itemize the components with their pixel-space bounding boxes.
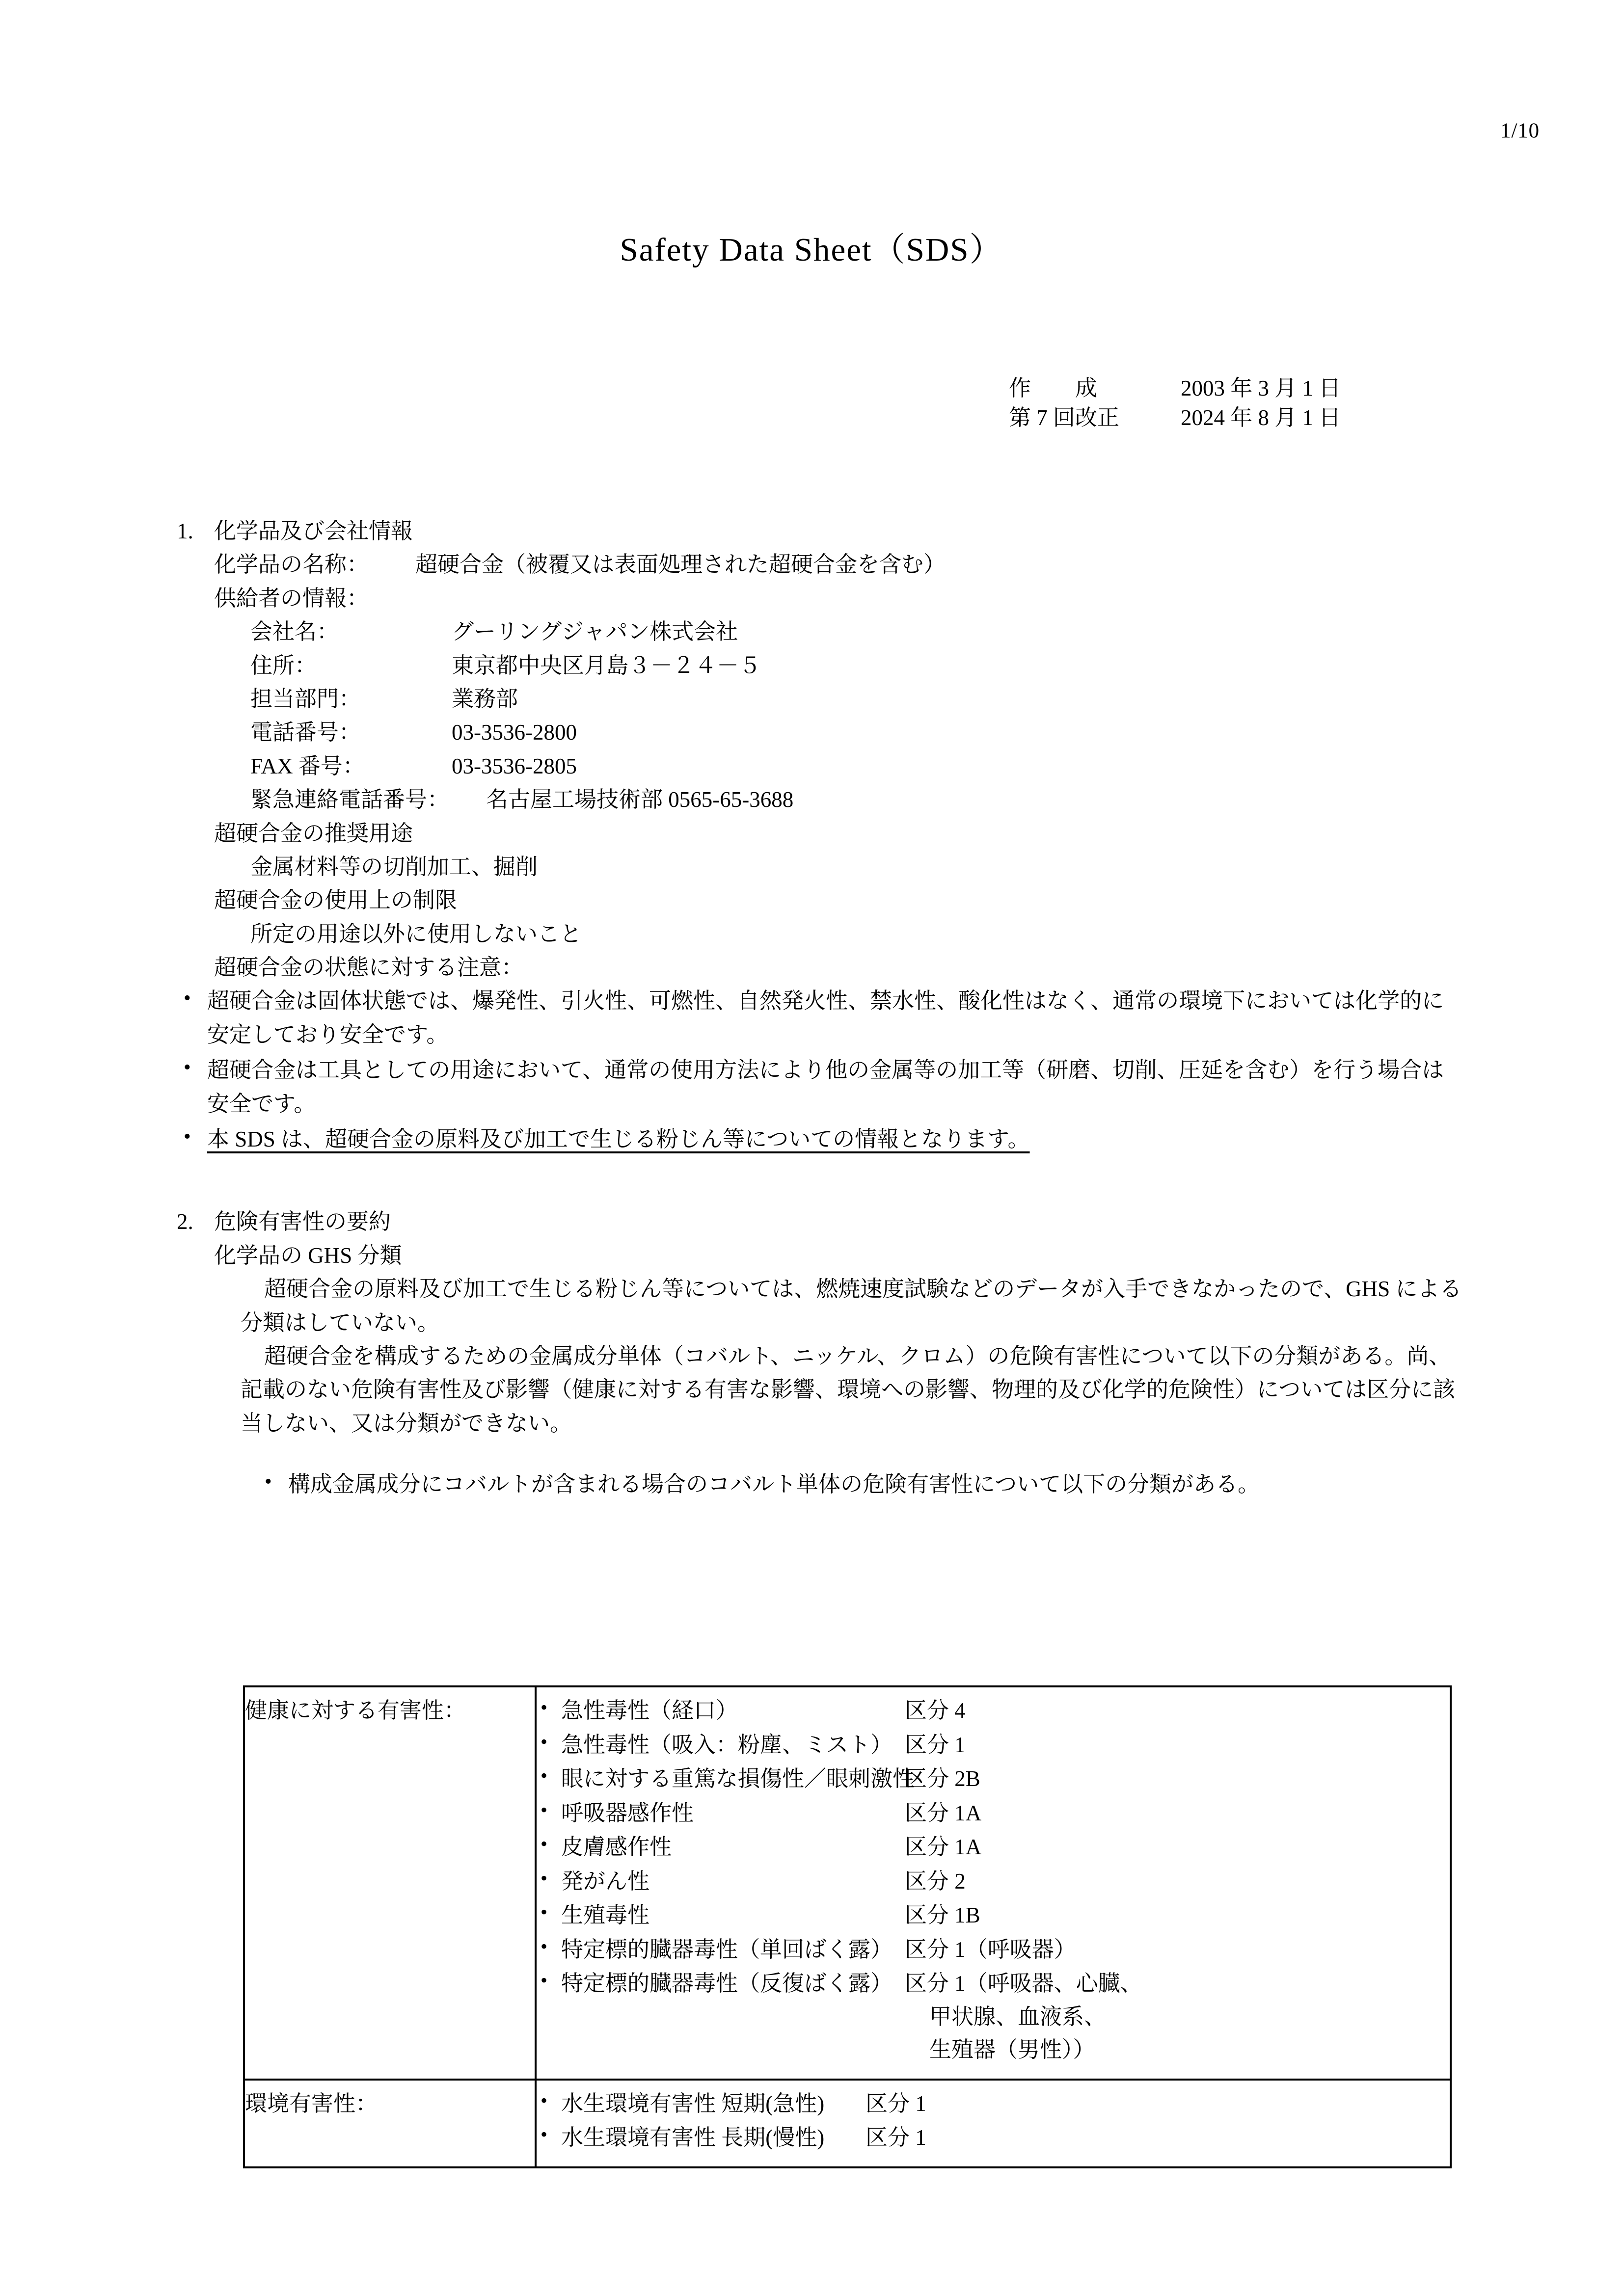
creation-date-row [1009, 374, 1341, 403]
product-name-row [214, 548, 1463, 581]
supplier-info-heading: 供給者の情報： [214, 586, 369, 611]
hazard-name: • 急性毒性（吸入：粉塵、ミスト） [561, 1732, 893, 1757]
hazard-row [561, 1797, 1450, 1830]
supplier-fax-value: 03-3536-2805 [452, 753, 577, 778]
supplier-company-row [250, 615, 1463, 648]
list-item [537, 2087, 1450, 2121]
state-notice-item [177, 1053, 1463, 1121]
hazard-category: 区分 1A [905, 1835, 982, 1859]
health-hazard-items [536, 1686, 1451, 2080]
hazard-category: 区分 1 [866, 2125, 926, 2150]
document-body [177, 514, 1463, 1503]
hazard-row [561, 2087, 1450, 2121]
page-number: 1/10 [1500, 119, 1540, 142]
section-1-title: 化学品及び会社情報 [214, 519, 413, 543]
use-restrictions-text: 所定の用途以外に使用しないこと [250, 921, 582, 946]
hazard-row [561, 1899, 1450, 1932]
hazard-name: • 特定標的臓器毒性（単回ばく露） [561, 1937, 893, 1962]
section-2-heading [177, 1205, 1463, 1238]
pre-bullet-spacer [177, 1440, 1463, 1468]
hazard-category: 区分 1（呼吸器） [905, 1937, 1076, 1962]
hazard-row [561, 1729, 1450, 1762]
supplier-address-label: 住所： [250, 653, 317, 678]
list-item [537, 1831, 1450, 1864]
supplier-address-value: 東京都中央区月島３－２４－５ [452, 653, 761, 678]
hazard-category-continuation: 生殖器（男性）） [929, 2037, 1095, 2062]
list-item [537, 1865, 1450, 1898]
document-title: Safety Data Sheet（SDS） [620, 232, 1003, 268]
hazard-row [561, 1762, 1450, 1796]
list-item [537, 1797, 1450, 1830]
hazard-name: • 発がん性 [561, 1869, 650, 1894]
recommended-use-heading: 超硬合金の推奨用途 [214, 821, 413, 846]
hazard-name: • 呼吸器感作性 [561, 1800, 694, 1825]
list-item [537, 1899, 1450, 1932]
list-item [537, 1967, 1450, 2067]
product-name-value: 超硬合金（被覆又は表面処理された超硬合金を含む） [415, 552, 946, 577]
hazard-category: 区分 2 [905, 1869, 966, 1894]
product-name-label: 化学品の名称： [214, 552, 369, 577]
supplier-fax-label: FAX 番号： [250, 753, 365, 778]
supplier-fax-row [250, 749, 1463, 783]
hazard-category: 区分 1（呼吸器、心臓、 [905, 1971, 1142, 1996]
recommended-use-text: 金属材料等の切削加工、掘削 [250, 854, 538, 879]
ghs-classification-table-wrap [243, 1685, 1452, 2168]
revision-date-block [1009, 374, 1341, 433]
hazard-category: 区分 1 [905, 1732, 966, 1757]
hazard-name: • 水生環境有害性 短期(急性) [561, 2091, 825, 2116]
ghs-classification-heading: 化学品の GHS 分類 [214, 1243, 402, 1268]
section-1-number: 1. [177, 519, 193, 543]
supplier-department-value: 業務部 [452, 686, 518, 711]
state-notice-text: 超硬合金は固体状態では、爆発性、引火性、可燃性、自然発火性、禁水性、酸化性はなく、通常の環境下においては化学的に安定しており安全です。 [207, 988, 1444, 1047]
list-item [537, 1933, 1450, 1967]
hazard-name: • 生殖毒性 [561, 1903, 650, 1927]
health-hazard-label: 健康に対する有害性： [244, 1686, 536, 2080]
hazard-row [561, 1694, 1450, 1728]
section-spacer [177, 1158, 1463, 1205]
hazard-row [561, 2121, 1450, 2155]
supplier-phone-row [250, 716, 1463, 749]
revision-date-label: 第 7 回改正 [1009, 405, 1120, 430]
state-notice-text: 本 SDS は、超硬合金の原料及び加工で生じる粉じん等についての情報となります。 [207, 1127, 1030, 1152]
section-2-title: 危険有害性の要約 [214, 1209, 391, 1234]
ghs-classification-table [243, 1685, 1452, 2168]
creation-date-value: 2003 年 3 月 1 日 [1181, 376, 1341, 400]
supplier-emergency-label: 緊急連絡電話番号： [250, 787, 450, 812]
environment-hazard-list [537, 2087, 1450, 2155]
table-row [244, 2080, 1451, 2167]
hazard-category: 区分 1A [905, 1800, 982, 1825]
list-item [537, 1694, 1450, 1728]
supplier-phone-value: 03-3536-2800 [452, 720, 577, 745]
hazard-category: 区分 2B [905, 1766, 980, 1791]
supplier-department-row [250, 682, 1463, 716]
supplier-company-value: グーリングジャパン株式会社 [452, 619, 738, 644]
revision-date-row [1009, 403, 1341, 433]
supplier-address-row [250, 649, 1463, 682]
hazard-name: • 急性毒性（経口） [561, 1698, 738, 1723]
supplier-emergency-row [250, 783, 1463, 816]
hazard-category-continuation: 甲状腺、血液系、 [929, 2004, 1107, 2029]
hazard-category: 区分 1 [866, 2091, 926, 2116]
table-row [244, 1686, 1451, 2080]
health-hazard-list [537, 1694, 1450, 2067]
cobalt-note-text: 構成金属成分にコバルトが含まれる場合のコバルト単体の危険有害性について以下の分類がある。 [288, 1472, 1260, 1497]
state-notice-text: 超硬合金は工具としての用途において、通常の使用方法により他の金属等の加工等（研磨、切削、圧延を含む）を行う場合は安全です。 [207, 1058, 1444, 1116]
state-notice-heading: 超硬合金の状態に対する注意： [214, 955, 524, 980]
environment-hazard-label: 環境有害性： [244, 2080, 536, 2167]
cobalt-note-item [258, 1468, 1463, 1501]
state-notice-list [177, 984, 1463, 1156]
supplier-company-label: 会社名： [250, 619, 339, 644]
section-2-number: 2. [177, 1209, 193, 1234]
supplier-emergency-value: 名古屋工場技術部 0565-65-3688 [486, 787, 794, 812]
use-restrictions-heading: 超硬合金の使用上の制限 [214, 888, 458, 913]
supplier-phone-label: 電話番号： [250, 720, 361, 745]
list-item [537, 1762, 1450, 1796]
revision-date-value: 2024 年 8 月 1 日 [1181, 405, 1341, 430]
hazard-name: • 眼に対する重篤な損傷性／眼刺激性 [561, 1766, 915, 1791]
hazard-name: • 特定標的臓器毒性（反復ばく露） [561, 1971, 893, 1996]
hazard-row [561, 1831, 1450, 1864]
hazard-name: • 皮膚感作性 [561, 1835, 672, 1859]
environment-hazard-items [536, 2080, 1451, 2167]
supplier-department-label: 担当部門： [250, 686, 361, 711]
state-notice-item-underlined [177, 1122, 1463, 1156]
hazard-row [561, 1933, 1450, 1967]
hazard-row [561, 1967, 1450, 2001]
list-item [537, 1729, 1450, 1762]
state-notice-item [177, 984, 1463, 1051]
hazard-name: • 水生環境有害性 長期(慢性) [561, 2125, 825, 2150]
ghs-paragraph-1: 超硬合金の原料及び加工で生じる粉じん等については、燃焼速度試験などのデータが入手できなかったので、GHS による分類はしていない。 [241, 1277, 1462, 1335]
hazard-category: 区分 4 [905, 1698, 966, 1723]
cobalt-note-list [258, 1468, 1463, 1501]
section-1-heading [177, 514, 1463, 548]
hazard-row [561, 1865, 1450, 1898]
hazard-category: 区分 1B [905, 1903, 980, 1927]
list-item [537, 2121, 1450, 2155]
creation-date-label: 作 成 [1009, 376, 1098, 400]
ghs-paragraph-2: 超硬合金を構成するための金属成分単体（コバルト、ニッケル、クロム）の危険有害性について以下の分類がある。尚、記載のない危険有害性及び影響（健康に対する有害な影響、環境への影響、物理的及び化学的危険性）については区分に該当しない、又は分類ができない。 [241, 1343, 1456, 1436]
